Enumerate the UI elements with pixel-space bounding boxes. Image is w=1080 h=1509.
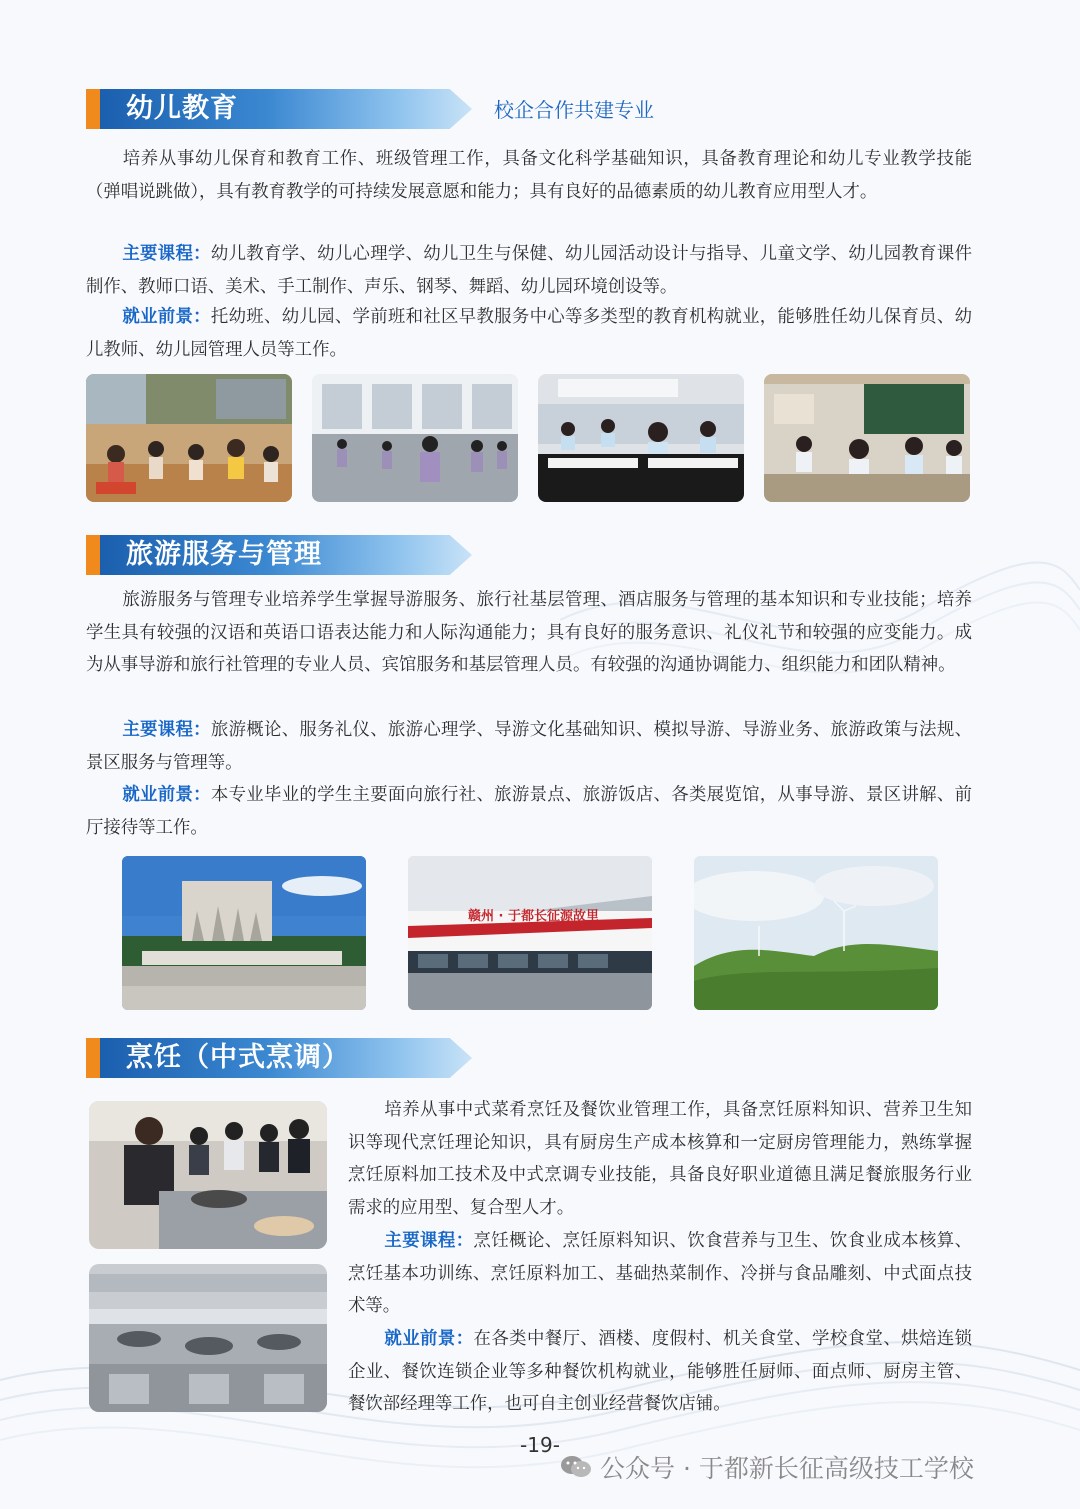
tourism-career: [86, 779, 972, 844]
cooking-courses: [348, 1225, 972, 1323]
section-title: 幼儿教育: [126, 93, 238, 124]
section-header-tourism: [86, 535, 472, 575]
courses-text: 烹饪概论、烹饪原料知识、饮食营养与卫生、饮食业成本核算、烹饪基本功训练、烹饪原料加工、基础热菜制作、冷拼与食品雕刻、中式面点技术等。: [348, 1231, 972, 1316]
photo-kitchen-equipment: [89, 1264, 327, 1412]
photo-art-class: [764, 374, 970, 502]
career-text: 在各类中餐厅、酒楼、度假村、机关食堂、学校食堂、烘焙连锁企业、餐饮连锁企业等多种餐饮机构就业，能够胜任厨师、面点师、厨房主管、餐饮部经理等工作，也可自主创业经营餐饮店铺。: [348, 1329, 972, 1414]
wechat-icon: [560, 1454, 592, 1480]
cooking-career: [348, 1323, 972, 1421]
career-label: 就业前景：: [384, 1329, 474, 1349]
tourism-courses: [86, 714, 972, 779]
intro-text: 培养从事中式菜肴烹饪及餐饮业管理工作，具备烹饪原料知识、营养卫生知识等现代烹饪理论知识，具有厨房生产成本核算和一定厨房管理能力，熟练掌握烹饪原料加工技术及中式烹调专业技能，具备良好职业道德且满足餐旅服务行业需求的应用型、复合型人才。: [348, 1100, 972, 1218]
section-title: 旅游服务与管理: [126, 539, 322, 570]
header-accent-bar: [86, 1038, 100, 1078]
section-header-preschool: [86, 89, 472, 129]
career-text: 本专业毕业的学生主要面向旅行社、旅游景点、旅游饭店、各类展览馆，从事导游、景区讲解、前厅接待等工作。: [86, 785, 972, 838]
header-accent-bar: [86, 535, 100, 575]
photo-mountain-windmills: [694, 856, 938, 1010]
courses-label: 主要课程：: [384, 1231, 474, 1251]
photo-piano-class: [538, 374, 744, 502]
preschool-career: [86, 301, 972, 366]
courses-text: 幼儿教育学、幼儿心理学、幼儿卫生与保健、幼儿园活动设计与指导、儿童文学、幼儿园教育课件制作、教师口语、美术、手工制作、声乐、钢琴、舞蹈、幼儿园环境创设等。: [86, 244, 972, 297]
career-text: 托幼班、幼儿园、学前班和社区早教服务中心等多类型的教育机构就业，能够胜任幼儿保育员、幼儿教师、幼儿园管理人员等工作。: [86, 307, 972, 360]
photo-high-speed-train: [408, 856, 652, 1010]
preschool-intro: [86, 143, 972, 208]
cooking-intro: [348, 1094, 972, 1224]
header-accent-bar: [86, 89, 100, 129]
intro-text: 旅游服务与管理专业培养学生掌握导游服务、旅行社基层管理、酒店服务与管理的基本知识和专业技能；培养学生具有较强的汉语和英语口语表达能力和人际沟通能力；具有良好的服务意识、礼仪礼节和较强的应变能力。成为从事导游和旅行社管理的专业人员、宾馆服务和基层管理人员。有较强的沟通协调能力、组织能力和团队精神。: [86, 590, 972, 675]
preschool-courses: [86, 238, 972, 303]
photo-kindergarten-play: [86, 374, 292, 502]
train-slogan-text: 赣州 · 于都长征源故里: [468, 909, 599, 924]
courses-label: 主要课程：: [122, 244, 211, 264]
page-number: -19-: [520, 1433, 560, 1457]
tourism-intro: [86, 584, 972, 682]
courses-label: 主要课程：: [122, 720, 211, 740]
watermark: [560, 1447, 974, 1487]
photo-memorial-sculpture: [122, 856, 366, 1010]
intro-text: 培养从事幼儿保育和教育工作、班级管理工作，具备文化科学基础知识，具备教育理论和幼儿专业教学技能（弹唱说跳做），具有教育教学的可持续发展意愿和能力；具有良好的品德素质的幼儿教育应用型人才。: [86, 149, 972, 202]
photo-cooking-demo: [89, 1101, 327, 1249]
section-subtitle: 校企合作共建专业: [494, 98, 654, 122]
career-label: 就业前景：: [122, 785, 211, 805]
photo-dance-class: [312, 374, 518, 502]
courses-text: 旅游概论、服务礼仪、旅游心理学、导游文化基础知识、模拟导游、导游业务、旅游政策与法规、景区服务与管理等。: [86, 720, 972, 773]
career-label: 就业前景：: [122, 307, 211, 327]
section-title: 烹饪（中式烹调）: [126, 1042, 350, 1073]
section-header-cooking: [86, 1038, 472, 1078]
watermark-text: 公众号 · 于都新长征高级技工学校: [600, 1454, 974, 1483]
